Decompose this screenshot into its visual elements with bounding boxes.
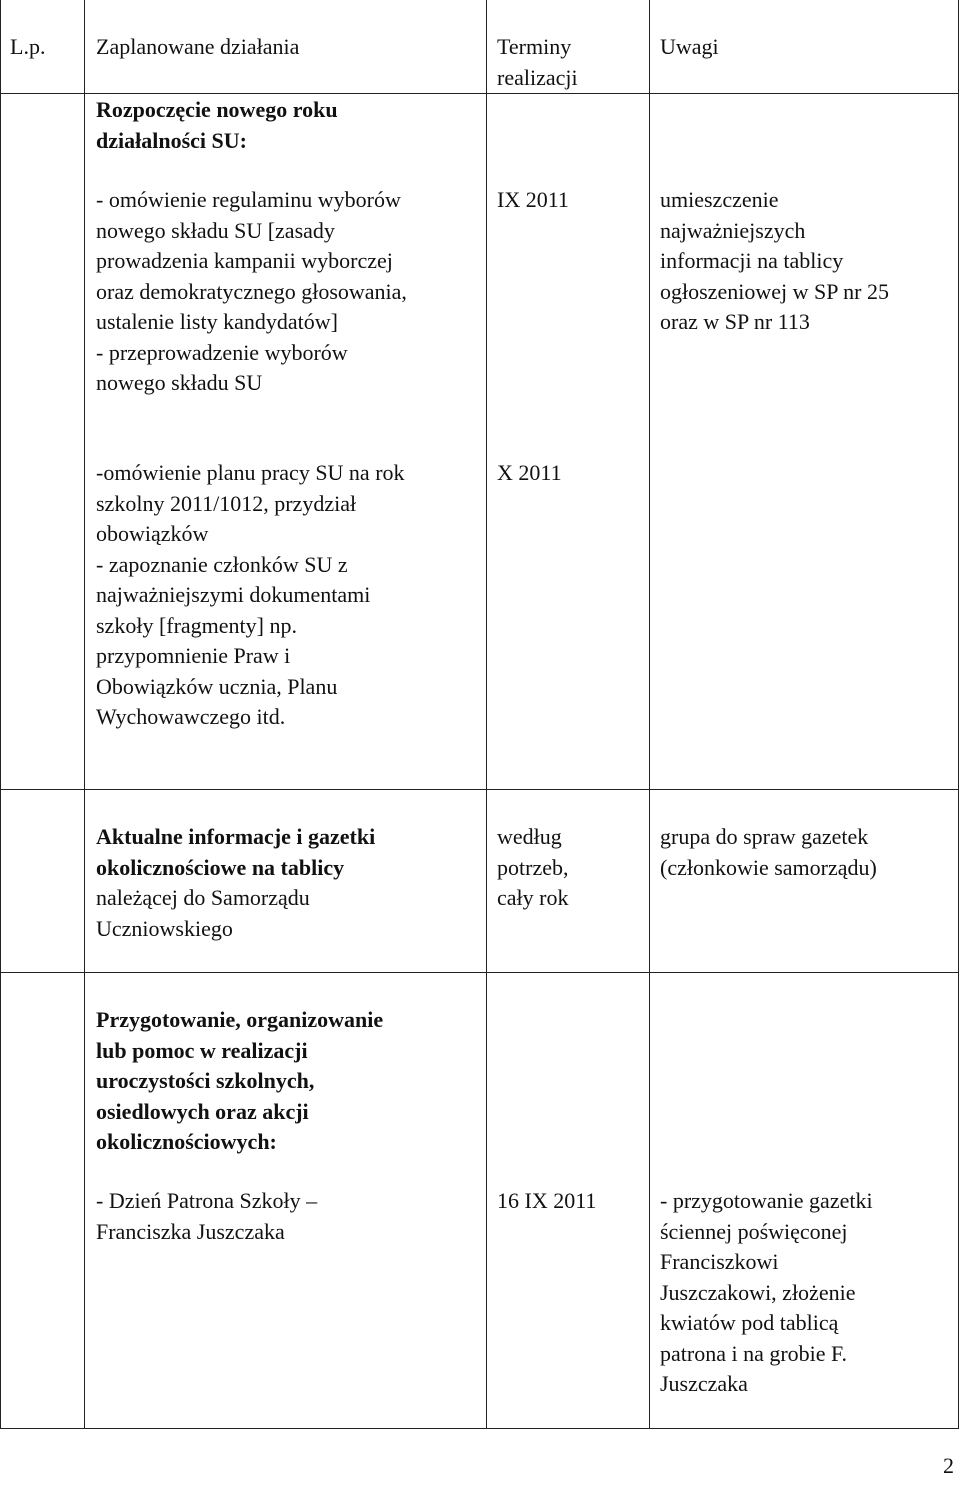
grid-line-header — [0, 93, 959, 94]
header-lp: L.p. — [10, 34, 46, 59]
note-notice-board: umieszczenie najważniejszych informacji na tablicy ogłoszeniowej w SP nr 25 oraz w SP nr 113 — [660, 187, 889, 334]
header-actions: Zaplanowane działania — [96, 34, 300, 59]
grid-line-col-1 — [84, 0, 85, 1428]
action-newsletters-bold: Aktualne informacje i gazetki okolicznościowe na tablicy — [96, 824, 376, 880]
action-elections: - omówienie regulaminu wyborów nowego składu SU [zasady prowadzenia kampanii wyborczej oraz demokratycznego głosowania, ustalenie listy kandydatów] - przeprowadzenie wyborów nowego składu SU — [96, 187, 407, 395]
grid-line-col-3 — [649, 0, 650, 1428]
grid-line-left — [0, 0, 1, 1428]
action-patron-day: - Dzień Patrona Szkoły – Franciszka Juszczaka — [96, 1188, 318, 1244]
term-as-needed: według potrzeb, cały rok — [497, 824, 569, 910]
grid-line-right — [958, 0, 959, 1428]
term-16-ix-2011: 16 IX 2011 — [497, 1188, 597, 1213]
action-work-plan: -omówienie planu pracy SU na rok szkolny 2011/1012, przydział obowiązków - zapoznanie członków SU z najważniejszymi dokumentami szkoły [fragmenty] np. przypomnienie Praw i Obowiązków ucznia, Planu Wychowawczego itd. — [96, 460, 405, 729]
note-patron-gazette: - przygotowanie gazetki ściennej poświęconej Franciszkowi Juszczakowi, złożenie kwiatów pod tablicą patrona i na grobie F. Juszczaka — [660, 1188, 873, 1396]
section-title-ceremonies: Przygotowanie, organizowanie lub pomoc w realizacji uroczystości szkolnych, osiedlowych oraz akcji okolicznościowych: — [96, 1007, 384, 1154]
term-ix-2011: IX 2011 — [497, 187, 569, 212]
grid-line-row-2 — [0, 789, 959, 790]
term-x-2011: X 2011 — [497, 460, 562, 485]
grid-line-row-3 — [0, 972, 959, 973]
grid-line-bottom — [0, 1428, 959, 1429]
header-notes: Uwagi — [660, 34, 719, 59]
page-number: 2 — [943, 1453, 954, 1478]
header-terms: Terminy realizacji — [497, 34, 578, 90]
note-newsletter-group: grupa do spraw gazetek (członkowie samorządu) — [660, 824, 877, 880]
grid-line-col-2 — [486, 0, 487, 1428]
action-newsletters: należącej do Samorządu Uczniowskiego — [96, 885, 310, 941]
section-title-start-year: Rozpoczęcie nowego roku działalności SU: — [96, 97, 338, 153]
